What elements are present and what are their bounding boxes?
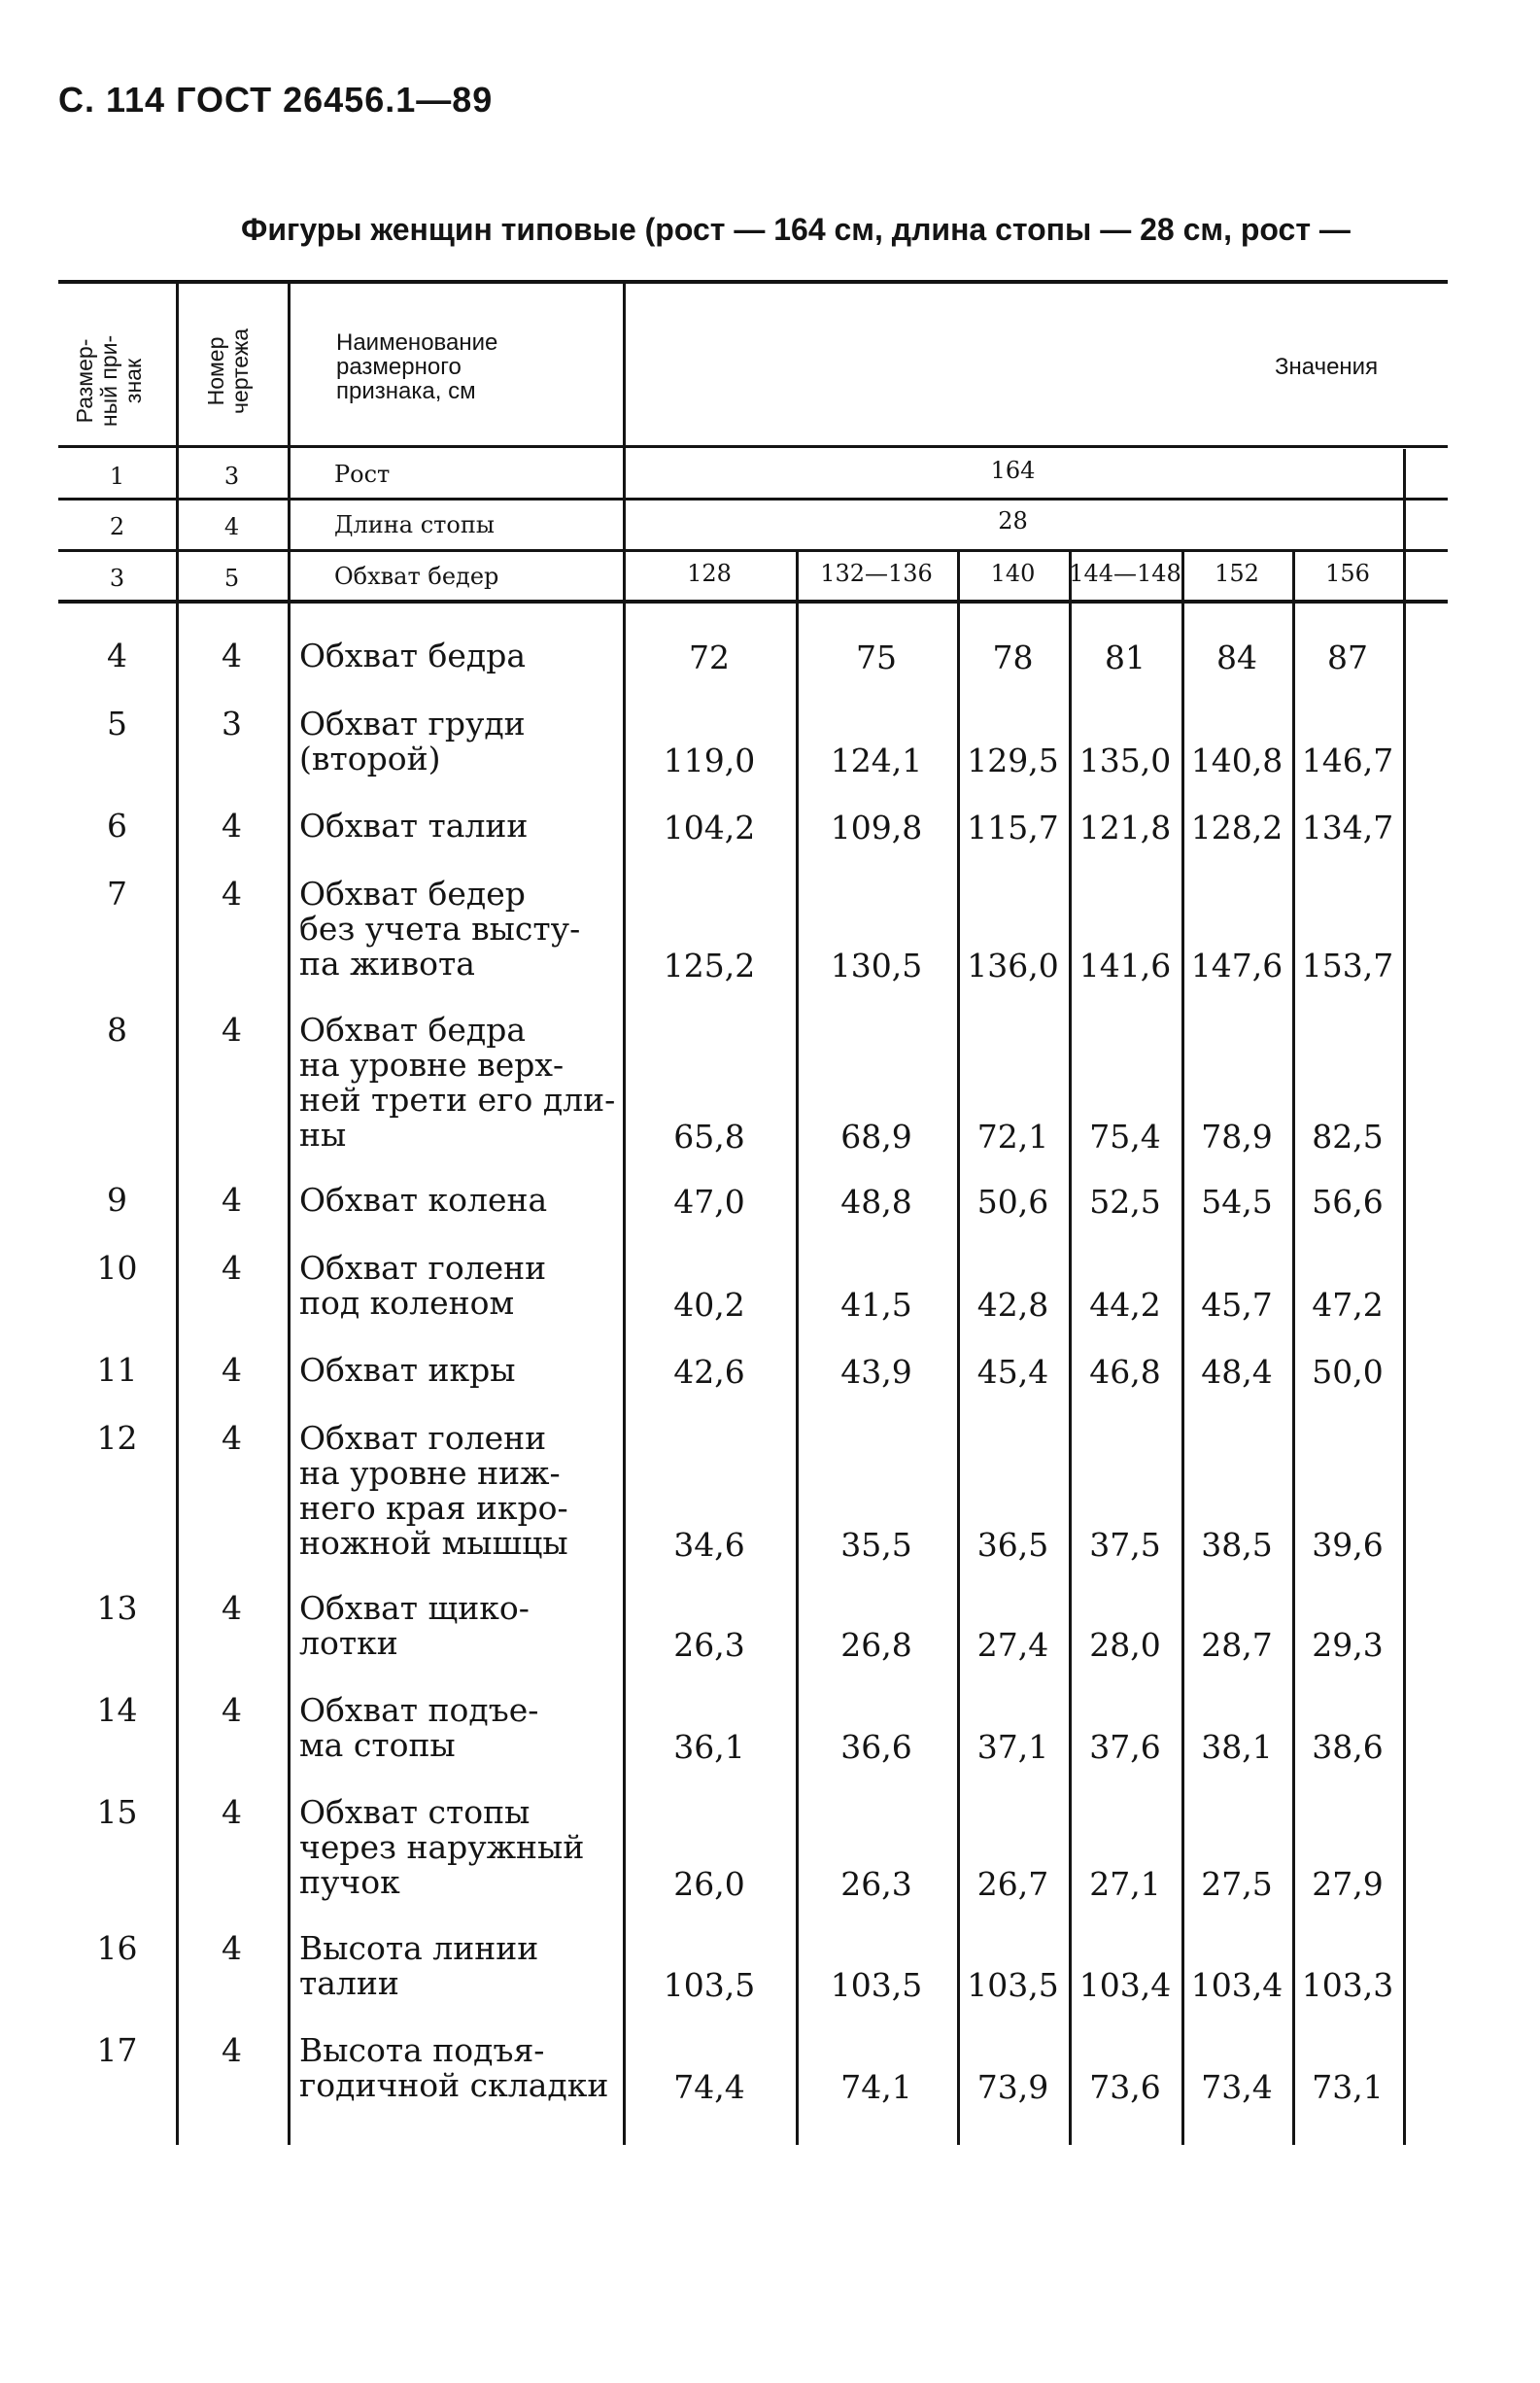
row-value: 37,5 bbox=[1089, 1526, 1161, 1564]
row-drawing: 4 bbox=[222, 637, 242, 674]
row2-rule bbox=[58, 549, 1448, 552]
row-value: 103,4 bbox=[1190, 1966, 1283, 2004]
row-value: 47,0 bbox=[673, 1183, 745, 1221]
param-drawing: 4 bbox=[223, 513, 240, 540]
param-num: 3 bbox=[109, 565, 125, 592]
row-value: 29,3 bbox=[1312, 1626, 1384, 1664]
row-num: 16 bbox=[96, 1929, 138, 1967]
row-value: 26,3 bbox=[673, 1626, 745, 1664]
row-value: 43,9 bbox=[840, 1353, 912, 1391]
row-value: 56,6 bbox=[1312, 1183, 1384, 1221]
col-rule-4 bbox=[796, 549, 799, 2145]
row-drawing: 4 bbox=[222, 2031, 242, 2069]
row-value: 28,7 bbox=[1201, 1626, 1273, 1664]
header-drawing-no: Номер чертежа bbox=[203, 328, 253, 415]
row-value: 74,1 bbox=[840, 2068, 912, 2106]
row-value: 115,7 bbox=[967, 809, 1059, 846]
row-value: 153,7 bbox=[1301, 947, 1394, 984]
row-value: 27,5 bbox=[1201, 1865, 1273, 1903]
header-bottom-rule bbox=[58, 445, 1448, 448]
row-value: 75,4 bbox=[1089, 1118, 1161, 1156]
row-value: 47,2 bbox=[1312, 1286, 1384, 1324]
row-value: 68,9 bbox=[840, 1118, 912, 1156]
row-drawing: 4 bbox=[222, 1691, 242, 1729]
hip-column: 128 bbox=[687, 560, 732, 587]
row-drawing: 4 bbox=[222, 875, 242, 913]
param-value: 164 bbox=[990, 457, 1036, 484]
row-value: 82,5 bbox=[1312, 1118, 1384, 1156]
row-name: Обхват голени под коленом bbox=[299, 1249, 547, 1322]
col-rule-8 bbox=[1292, 549, 1295, 2145]
param-name: Рост bbox=[334, 461, 391, 488]
row-name: Обхват стопы через наружный пучок bbox=[299, 1793, 585, 1901]
col-rule-2 bbox=[288, 284, 291, 2145]
row-value: 124,1 bbox=[830, 742, 923, 779]
header-values: Значения bbox=[1275, 354, 1379, 380]
row-value: 73,6 bbox=[1089, 2068, 1161, 2106]
row-value: 87 bbox=[1327, 639, 1368, 676]
row-value: 78 bbox=[992, 639, 1034, 676]
row-value: 27,9 bbox=[1312, 1865, 1384, 1903]
row-name: Обхват бедра на уровне верх- ней трети его дли- ны bbox=[299, 1011, 616, 1154]
row-value: 48,8 bbox=[840, 1183, 912, 1221]
param-value: 28 bbox=[998, 507, 1028, 535]
row-drawing: 3 bbox=[222, 705, 242, 743]
row-value: 42,8 bbox=[976, 1286, 1049, 1324]
row-value: 38,5 bbox=[1201, 1526, 1273, 1564]
row-value: 74,4 bbox=[673, 2068, 745, 2106]
row-value: 103,5 bbox=[830, 1966, 923, 2004]
table-caption: Фигуры женщин типовые (рост — 164 см, длина стопы — 28 см, рост — bbox=[241, 212, 1351, 247]
row-value: 119,0 bbox=[663, 742, 756, 779]
row-value: 147,6 bbox=[1190, 947, 1283, 984]
row-value: 65,8 bbox=[673, 1118, 745, 1156]
col-rule-7 bbox=[1181, 549, 1184, 2145]
row-value: 38,1 bbox=[1201, 1728, 1273, 1766]
param-drawing: 5 bbox=[223, 565, 240, 592]
row-name: Обхват талии bbox=[299, 807, 529, 845]
row-name: Обхват икры bbox=[299, 1351, 516, 1389]
row-value: 36,5 bbox=[976, 1526, 1049, 1564]
row-value: 135,0 bbox=[1078, 742, 1172, 779]
row-value: 45,7 bbox=[1201, 1286, 1273, 1324]
hip-column: 132—136 bbox=[820, 560, 933, 587]
row-drawing: 4 bbox=[222, 1419, 242, 1457]
row-value: 44,2 bbox=[1089, 1286, 1161, 1324]
row-value: 128,2 bbox=[1190, 809, 1283, 846]
row-value: 103,4 bbox=[1078, 1966, 1172, 2004]
header-name: Наименование размерного признака, см bbox=[336, 329, 498, 404]
row-value: 39,6 bbox=[1312, 1526, 1384, 1564]
row-num: 8 bbox=[107, 1011, 127, 1049]
row-value: 73,4 bbox=[1201, 2068, 1273, 2106]
row-value: 48,4 bbox=[1201, 1353, 1273, 1391]
row-value: 72 bbox=[689, 639, 730, 676]
row-value: 109,8 bbox=[830, 809, 923, 846]
row-value: 37,6 bbox=[1089, 1728, 1161, 1766]
row-value: 103,3 bbox=[1301, 1966, 1394, 2004]
col-rule-6 bbox=[1069, 549, 1072, 2145]
row-value: 103,5 bbox=[967, 1966, 1059, 2004]
table-top-rule bbox=[58, 280, 1448, 284]
row-value: 84 bbox=[1216, 639, 1257, 676]
row-value: 52,5 bbox=[1089, 1183, 1161, 1221]
row-value: 78,9 bbox=[1201, 1118, 1273, 1156]
row-value: 26,0 bbox=[673, 1865, 745, 1903]
row-num: 13 bbox=[96, 1589, 138, 1627]
row-value: 140,8 bbox=[1190, 742, 1283, 779]
page-header: С. 114 ГОСТ 26456.1—89 bbox=[58, 80, 494, 120]
param-drawing: 3 bbox=[223, 463, 240, 490]
col-rule-5 bbox=[957, 549, 960, 2145]
row-num: 15 bbox=[96, 1793, 138, 1831]
params-bottom-rule bbox=[58, 600, 1448, 604]
row-value: 27,4 bbox=[976, 1626, 1049, 1664]
row-value: 141,6 bbox=[1078, 947, 1172, 984]
row-value: 45,4 bbox=[976, 1353, 1049, 1391]
param-num: 1 bbox=[109, 463, 125, 490]
col-rule-9 bbox=[1403, 449, 1406, 2145]
row-value: 50,6 bbox=[976, 1183, 1049, 1221]
row-value: 26,3 bbox=[840, 1865, 912, 1903]
row-num: 10 bbox=[96, 1249, 138, 1287]
row-value: 50,0 bbox=[1312, 1353, 1384, 1391]
hip-column: 144—148 bbox=[1069, 560, 1181, 587]
hip-column: 152 bbox=[1215, 560, 1259, 587]
row-value: 75 bbox=[856, 639, 897, 676]
row-value: 136,0 bbox=[967, 947, 1059, 984]
row-drawing: 4 bbox=[222, 1793, 242, 1831]
row-name: Высота подъя- годичной складки bbox=[299, 2031, 609, 2104]
row-value: 46,8 bbox=[1089, 1353, 1161, 1391]
row-value: 28,0 bbox=[1089, 1626, 1161, 1664]
row-value: 36,6 bbox=[840, 1728, 912, 1766]
row-drawing: 4 bbox=[222, 1929, 242, 1967]
row-value: 42,6 bbox=[673, 1353, 745, 1391]
row-drawing: 4 bbox=[222, 1011, 242, 1049]
row-value: 54,5 bbox=[1201, 1183, 1273, 1221]
row-name: Обхват щико- лотки bbox=[299, 1589, 530, 1662]
row-value: 26,7 bbox=[976, 1865, 1049, 1903]
row-name: Обхват бедра bbox=[299, 637, 527, 674]
row-value: 38,6 bbox=[1312, 1728, 1384, 1766]
param-name: Обхват бедер bbox=[334, 563, 499, 590]
row-drawing: 4 bbox=[222, 1249, 242, 1287]
row-value: 134,7 bbox=[1301, 809, 1394, 846]
row1-rule bbox=[58, 498, 1448, 501]
row-value: 129,5 bbox=[967, 742, 1059, 779]
row-drawing: 4 bbox=[222, 807, 242, 845]
row-drawing: 4 bbox=[222, 1589, 242, 1627]
row-value: 72,1 bbox=[976, 1118, 1049, 1156]
row-value: 125,2 bbox=[663, 947, 756, 984]
param-num: 2 bbox=[109, 513, 125, 540]
param-name: Длина стопы bbox=[334, 511, 495, 538]
row-value: 104,2 bbox=[663, 809, 756, 846]
row-num: 7 bbox=[107, 875, 127, 913]
header-size-sign: Размер- ный при- знак bbox=[72, 334, 146, 428]
row-num: 12 bbox=[96, 1419, 138, 1457]
row-num: 6 bbox=[107, 807, 127, 845]
row-name: Обхват колена bbox=[299, 1181, 548, 1219]
row-value: 73,1 bbox=[1312, 2068, 1384, 2106]
row-num: 5 bbox=[107, 705, 127, 743]
row-num: 11 bbox=[96, 1351, 138, 1389]
row-value: 40,2 bbox=[673, 1286, 745, 1324]
row-num: 17 bbox=[96, 2031, 138, 2069]
row-value: 146,7 bbox=[1301, 742, 1394, 779]
hip-column: 156 bbox=[1325, 560, 1370, 587]
row-value: 36,1 bbox=[673, 1728, 745, 1766]
row-name: Обхват бедер без учета высту- па живота bbox=[299, 875, 581, 983]
row-value: 35,5 bbox=[840, 1526, 912, 1564]
row-name: Высота линии талии bbox=[299, 1929, 539, 2002]
row-value: 73,9 bbox=[976, 2068, 1049, 2106]
row-value: 41,5 bbox=[840, 1286, 912, 1324]
row-value: 121,8 bbox=[1078, 809, 1172, 846]
row-drawing: 4 bbox=[222, 1181, 242, 1219]
row-value: 81 bbox=[1105, 639, 1146, 676]
row-value: 26,8 bbox=[840, 1626, 912, 1664]
row-num: 9 bbox=[107, 1181, 127, 1219]
row-value: 27,1 bbox=[1089, 1865, 1161, 1903]
row-num: 14 bbox=[96, 1691, 138, 1729]
row-value: 103,5 bbox=[663, 1966, 756, 2004]
row-drawing: 4 bbox=[222, 1351, 242, 1389]
row-name: Обхват подъе- ма стопы bbox=[299, 1691, 539, 1764]
row-value: 37,1 bbox=[976, 1728, 1049, 1766]
row-num: 4 bbox=[107, 637, 127, 674]
row-value: 130,5 bbox=[830, 947, 923, 984]
row-name: Обхват груди (второй) bbox=[299, 705, 526, 777]
row-value: 34,6 bbox=[673, 1526, 745, 1564]
hip-column: 140 bbox=[990, 560, 1036, 587]
row-name: Обхват голени на уровне ниж- него края икро- ножной мышцы bbox=[299, 1419, 568, 1562]
